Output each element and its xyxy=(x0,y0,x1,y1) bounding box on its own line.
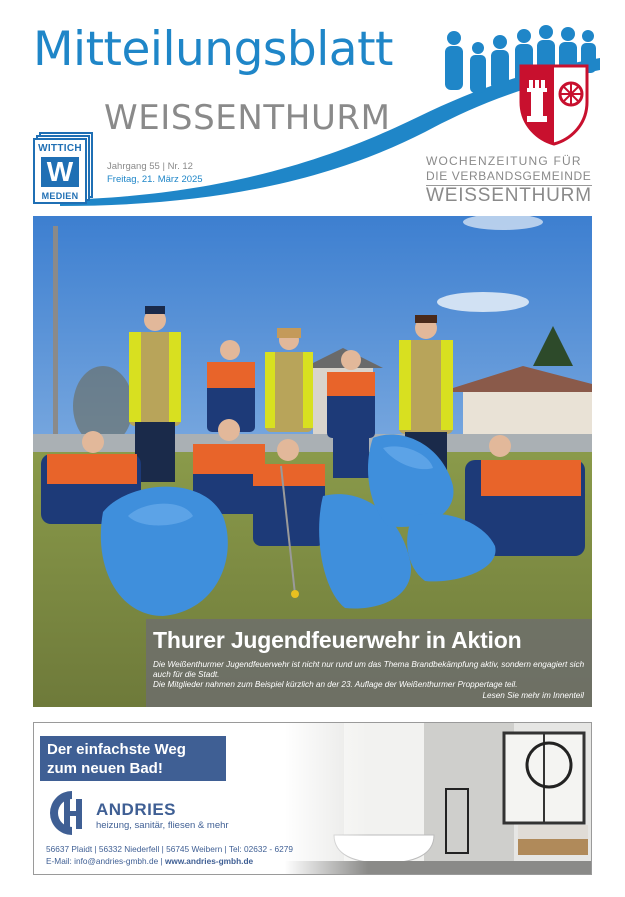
andries-advertisement xyxy=(33,722,592,875)
ad-slogan xyxy=(40,736,226,781)
ad-website-link[interactable]: www.andries-gmbh.de xyxy=(164,856,254,866)
ad-slogan-line1: Der einfachste Weg xyxy=(47,741,186,758)
publisher-w-mark: W xyxy=(41,157,79,187)
cover-teaser-line2: Die Mitglieder nahmen zum Beispiel kürzlich an der 23. Auflage der Weißenthurmer Proppertage teil. xyxy=(153,680,518,689)
cover-headline-box xyxy=(146,619,592,707)
ad-email: E-Mail: info@andries-gmbh.de | xyxy=(46,856,165,866)
ad-brand-name: ANDRIES xyxy=(96,800,177,819)
cover-teaser-line1: Die Weißenthurmer Jugendfeuerwehr ist nicht nur rund um das Thema Brandbekämpfung aktiv, sondern engagiert sich auch für die Stadt. xyxy=(153,660,585,679)
cover-teaser xyxy=(153,660,585,690)
cover-headline: Thurer Jugendfeuerwehr in Aktion xyxy=(153,627,522,653)
issue-number: Jahrgang 55 | Nr. 12 xyxy=(107,161,193,172)
masthead xyxy=(0,0,625,212)
masthead-title: Mitteilungsblatt xyxy=(33,22,393,77)
ad-address: 56637 Plaidt | 56332 Niederfell | 56745 Weibern | Tel: 02632 - 6279 xyxy=(46,844,293,854)
masthead-city: WEISSENTHURM xyxy=(104,98,391,138)
publisher-name-bottom: MEDIEN xyxy=(41,191,79,201)
cover-read-more: Lesen Sie mehr im Innenteil xyxy=(482,691,584,700)
weekly-subtitle-line2: DIE VERBANDSGEMEINDE xyxy=(426,169,592,186)
wittich-medien-logo xyxy=(33,132,91,204)
ad-brand-tagline: heizung, sanitär, fliesen & mehr xyxy=(96,820,229,831)
ad-slogan-line2: zum neuen Bad! xyxy=(47,760,163,777)
cover-photo xyxy=(33,216,592,707)
ad-contact xyxy=(46,856,253,866)
weekly-subtitle-line3: WEISSENTHURM xyxy=(426,185,592,206)
publisher-name-top: WITTICH xyxy=(38,143,82,154)
weekly-subtitle-line1: WOCHENZEITUNG FÜR xyxy=(426,154,582,168)
coat-of-arms-icon xyxy=(517,62,591,146)
andries-logo-icon xyxy=(46,787,98,839)
issue-date: Freitag, 21. März 2025 xyxy=(107,174,203,185)
